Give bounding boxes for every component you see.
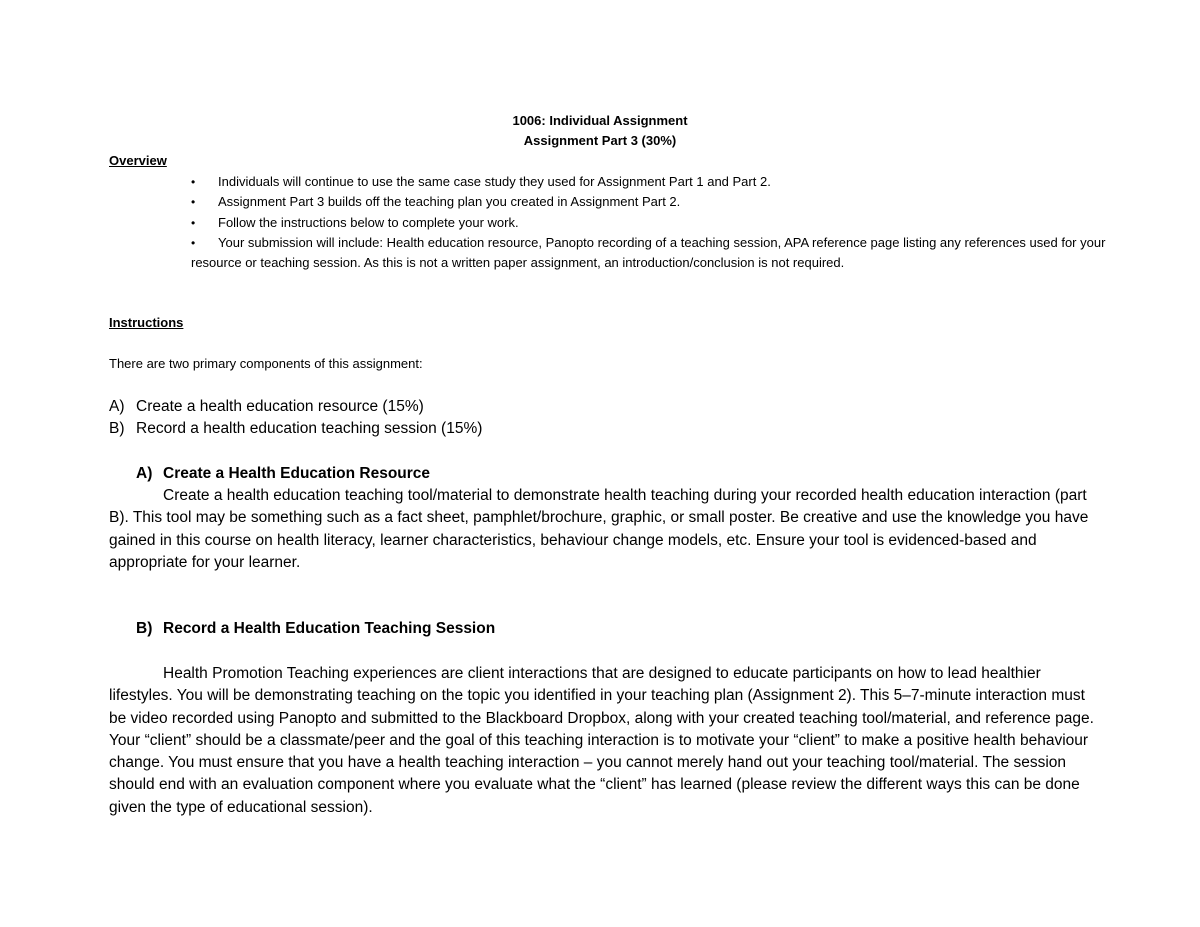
list-marker: A) [109,398,125,415]
section-b-body: Health Promotion Teaching experiences are client interactions that are designed to educate participants on how to lead healthier lifestyles. You will be demonstrating teaching on the topic you identified in your teaching plan (Assignment 2). This 5–7-minute interaction must be video recorded using Panopto and submitted to the Blackboard Dropbox, along with your created teaching tool/material, and reference page. Your “client” should be a classmate/peer and the goal of this teaching interaction is to motivate your “client” to make a positive health behaviour change. You must ensure that you have a health teaching interaction – you cannot merely hand out your teaching tool/material. The session should end with an evaluation component where you evaluate what the “client” has learned (please review the different ways this can be done given the type of educational session). [109,665,1094,816]
section-a-body: Create a health education teaching tool/material to demonstrate health teaching during your recorded health education interaction (part B). This tool may be something such as a fact sheet, pamphlet/brochure, graphic, or small poster. Be creative and use the knowledge you have gained in this course on health literacy, learner characteristics, behaviour change models, etc. Ensure your tool is evidenced-based and appropriate for your learner. [109,487,1089,571]
instructions-heading: Instructions [109,315,184,330]
component-text: Record a health education teaching session (15%) [136,420,483,437]
list-item [191,172,1111,192]
list-item [109,418,482,440]
components-list [109,396,482,440]
overview-bullet-list [191,172,1111,273]
document-title: 1006: Individual Assignment [512,113,688,128]
list-item [109,396,482,418]
list-item [191,213,1111,233]
section-b-heading [136,618,495,640]
list-marker: B) [109,420,125,437]
section-a-title: Create a Health Education Resource [163,465,431,482]
bullet-text: Individuals will continue to use the same case study they used for Assignment Part 1 and Part 2. [218,174,771,189]
section-a-heading [136,463,430,485]
section-a-marker: A) [136,465,153,482]
bullet-text: Assignment Part 3 builds off the teaching plan you created in Assignment Part 2. [218,194,681,210]
document-subtitle: Assignment Part 3 (30%) [523,133,677,148]
list-item [191,233,1111,274]
section-b-title: Record a Health Education Teaching Session [163,620,496,637]
bullet-icon: • [191,195,196,210]
bullet-text: Follow the instructions below to complete your work. [218,214,519,230]
list-item [191,192,1111,212]
instructions-intro: There are two primary components of this assignment: [109,356,423,371]
bullet-icon: • [191,175,196,189]
overview-heading: Overview [109,153,167,168]
bullet-text: Your submission will include: Health education resource, Panopto recording of a teaching session, APA reference page listing any references used for your resource or teaching session. As this is not a written paper assignment, an introduction/conclusion is not required. [191,234,1106,271]
component-text: Create a health education resource (15%) [136,398,424,415]
bullet-icon: • [191,235,196,250]
bullet-icon: • [191,215,196,230]
section-b-marker: B) [136,620,153,637]
